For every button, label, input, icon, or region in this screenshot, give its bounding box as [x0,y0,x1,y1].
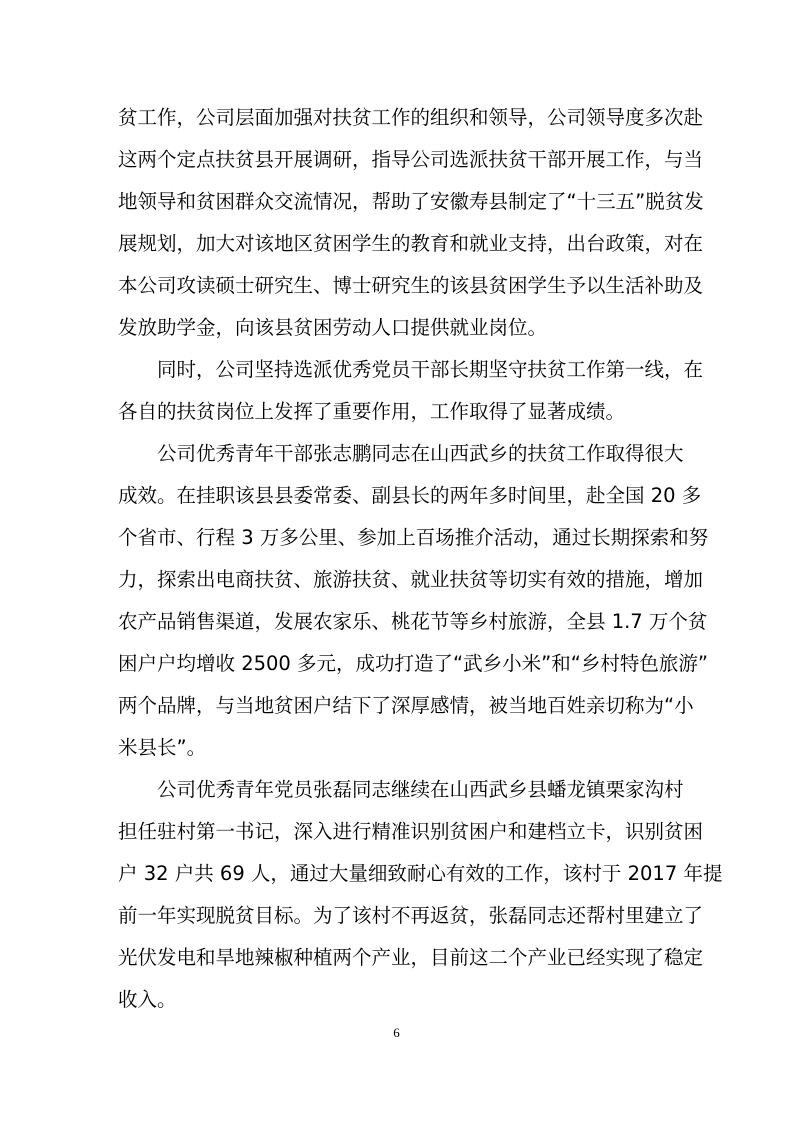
paragraph-line: 前一年实现脱贫目标。为了该村不再返贫，张磊同志还帮村里建立了 [118,904,704,927]
paragraph-line: 本公司攻读硕士研究生、博士研究生的该县贫困学生予以生活补助及 [118,274,704,297]
paragraph-line: 农产品销售渠道，发展农家乐、桃花节等乡村旅游，全县 1.7 万个贫 [118,610,708,633]
paragraph-line: 展规划，加大对该地区贫困学生的教育和就业支持，出台政策，对在 [118,232,704,255]
paragraph-line: 个省市、行程 3 万多公里、参加上百场推介活动，通过长期探索和努 [118,526,709,549]
paragraph-line: 同时，公司坚持选派优秀党员干部长期坚守扶贫工作第一线，在 [157,358,704,381]
paragraph-line: 米县长”。 [118,736,207,759]
paragraph-line: 这两个定点扶贫县开展调研，指导公司选派扶贫干部开展工作，与当 [118,148,704,171]
paragraph-line: 各自的扶贫岗位上发挥了重要作用，工作取得了显著成绩。 [118,400,626,423]
paragraph-line: 成效。在挂职该县县委常委、副县长的两年多时间里，赴全国 20 多 [118,484,702,507]
paragraph-line: 光伏发电和旱地辣椒种植两个产业，目前这二个产业已经实现了稳定 [118,946,704,969]
paragraph-line: 力，探索出电商扶贫、旅游扶贫、就业扶贫等切实有效的措施，增加 [118,568,704,591]
paragraph-line: 困户户均增收 2500 多元，成功打造了“武乡小米”和“乡村特色旅游” [118,652,708,675]
paragraph-line: 贫工作，公司层面加强对扶贫工作的组织和领导，公司领导度多次赴 [118,106,704,129]
paragraph-line: 两个品牌，与当地贫困户结下了深厚感情，被当地百姓亲切称为“小 [118,694,694,717]
paragraph-line: 地领导和贫困群众交流情况，帮助了安徽寿县制定了“十三五”脱贫发 [118,190,704,213]
paragraph-line: 公司优秀青年干部张志鹏同志在山西武乡的扶贫工作取得很大 [157,442,684,465]
paragraph-line: 收入。 [118,988,177,1011]
paragraph-line: 发放助学金，向该县贫困劳动人口提供就业岗位。 [118,316,548,339]
page-number: 6 [393,1025,400,1040]
paragraph-line: 担任驻村第一书记，深入进行精准识别贫困户和建档立卡，识别贫困 [118,820,704,843]
paragraph-line: 公司优秀青年党员张磊同志继续在山西武乡县蟠龙镇栗家沟村 [157,778,684,801]
paragraph-line: 户 32 户共 69 人，通过大量细致耐心有效的工作，该村于 2017 年提 [118,862,723,885]
